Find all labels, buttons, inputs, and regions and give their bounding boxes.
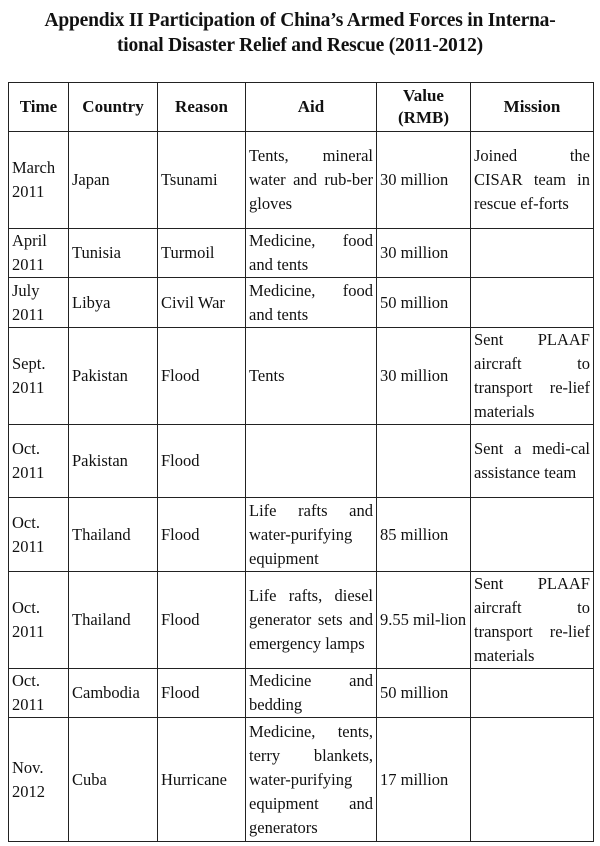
cell-reason: Flood — [158, 669, 246, 718]
disaster-relief-table — [8, 82, 594, 842]
table-row — [9, 278, 594, 328]
cell-mission — [471, 229, 594, 278]
cell-time: Nov. 2012 — [9, 718, 69, 842]
cell-aid — [246, 425, 377, 498]
cell-mission: Sent PLAAF aircraft to transport re-lief materials — [471, 572, 594, 669]
cell-reason: Flood — [158, 328, 246, 425]
cell-country: Cuba — [69, 718, 158, 842]
cell-reason: Civil War — [158, 278, 246, 328]
header-country: Country — [69, 83, 158, 132]
cell-country: Japan — [69, 132, 158, 229]
cell-aid: Life rafts, diesel generator sets and emergency lamps — [246, 572, 377, 669]
cell-reason: Flood — [158, 498, 246, 572]
header-value-line1: Value — [403, 86, 444, 105]
table-row — [9, 718, 594, 842]
cell-value: 30 million — [377, 328, 471, 425]
header-aid: Aid — [246, 83, 377, 132]
table-row — [9, 229, 594, 278]
header-time: Time — [9, 83, 69, 132]
cell-value: 50 million — [377, 669, 471, 718]
cell-country: Libya — [69, 278, 158, 328]
title-line-1: Appendix II Participation of China’s Armed Forces in Interna- — [44, 10, 556, 31]
cell-time: Sept. 2011 — [9, 328, 69, 425]
header-mission: Mission — [471, 83, 594, 132]
cell-time: March 2011 — [9, 132, 69, 229]
cell-aid: Medicine, tents, terry blankets, water-purifying equipment and generators — [246, 718, 377, 842]
table-row — [9, 132, 594, 229]
cell-time: Oct. 2011 — [9, 572, 69, 669]
cell-value: 30 million — [377, 132, 471, 229]
cell-mission — [471, 718, 594, 842]
cell-mission — [471, 669, 594, 718]
cell-value — [377, 425, 471, 498]
cell-mission: Joined the CISAR team in rescue ef-forts — [471, 132, 594, 229]
cell-country: Thailand — [69, 572, 158, 669]
table-row — [9, 498, 594, 572]
cell-country: Cambodia — [69, 669, 158, 718]
cell-aid: Medicine, food and tents — [246, 229, 377, 278]
cell-reason: Turmoil — [158, 229, 246, 278]
cell-value: 85 million — [377, 498, 471, 572]
cell-aid: Medicine, food and tents — [246, 278, 377, 328]
page-title — [0, 8, 600, 58]
cell-country: Thailand — [69, 498, 158, 572]
header-value-line2: (RMB) — [398, 108, 449, 127]
cell-aid: Tents, mineral water and rub-ber gloves — [246, 132, 377, 229]
title-line-2: tional Disaster Relief and Rescue (2011-2012) — [117, 35, 483, 56]
cell-mission: Sent PLAAF aircraft to transport re-lief materials — [471, 328, 594, 425]
cell-mission: Sent a medi-cal assistance team — [471, 425, 594, 498]
cell-aid: Medicine and bedding — [246, 669, 377, 718]
cell-reason: Hurricane — [158, 718, 246, 842]
cell-time: Oct. 2011 — [9, 669, 69, 718]
cell-value: 30 million — [377, 229, 471, 278]
table-row — [9, 669, 594, 718]
cell-country: Pakistan — [69, 328, 158, 425]
header-row — [9, 83, 594, 132]
cell-country: Tunisia — [69, 229, 158, 278]
header-reason: Reason — [158, 83, 246, 132]
cell-value: 50 million — [377, 278, 471, 328]
cell-mission — [471, 278, 594, 328]
cell-value: 9.55 mil-lion — [377, 572, 471, 669]
cell-aid: Life rafts and water-purifying equipment — [246, 498, 377, 572]
cell-mission — [471, 498, 594, 572]
cell-time: April 2011 — [9, 229, 69, 278]
cell-time: Oct. 2011 — [9, 425, 69, 498]
cell-reason: Flood — [158, 572, 246, 669]
table-row — [9, 425, 594, 498]
cell-time: Oct. 2011 — [9, 498, 69, 572]
cell-reason: Flood — [158, 425, 246, 498]
cell-reason: Tsunami — [158, 132, 246, 229]
table-row — [9, 572, 594, 669]
cell-aid: Tents — [246, 328, 377, 425]
cell-value: 17 million — [377, 718, 471, 842]
cell-time: July 2011 — [9, 278, 69, 328]
cell-country: Pakistan — [69, 425, 158, 498]
header-value — [377, 83, 471, 132]
table-row — [9, 328, 594, 425]
